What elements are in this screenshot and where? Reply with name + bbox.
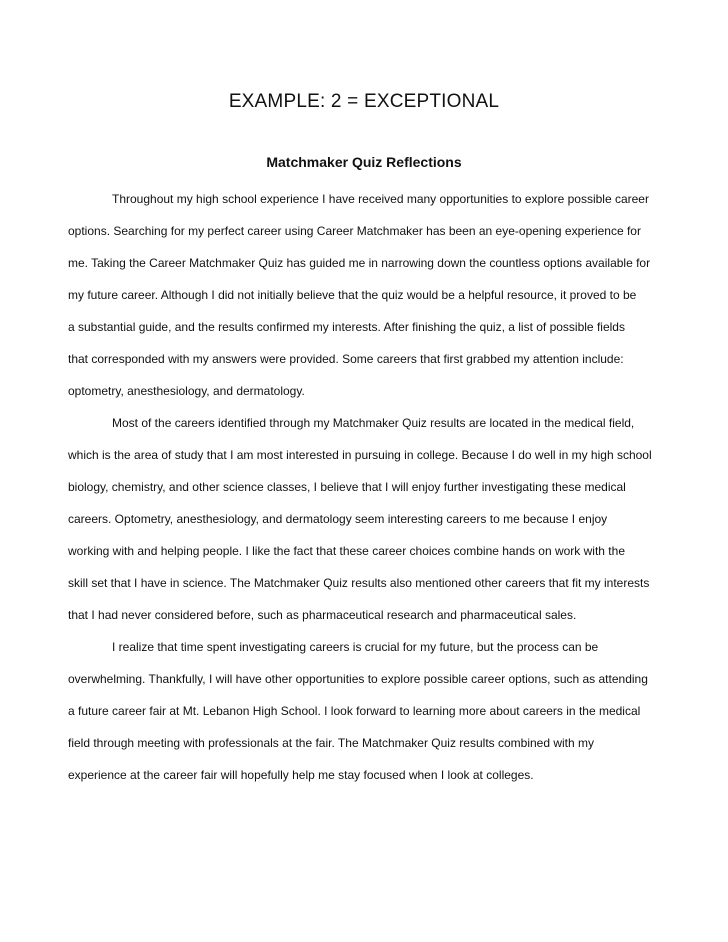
text-line: Most of the careers identified through my Matchmaker Quiz results are located in the medical field, — [112, 416, 635, 430]
text-line: a future career fair at Mt. Lebanon High School. I look forward to learning more about careers in the medical — [68, 704, 641, 718]
text-line: experience at the career fair will hopefully help me stay focused when I look at colleges. — [68, 768, 534, 782]
text-line: optometry, anesthesiology, and dermatology. — [68, 384, 305, 398]
text-line: working with and helping people. I like the fact that these career choices combine hands on work with the — [68, 544, 625, 558]
document-title: Matchmaker Quiz Reflections — [266, 154, 462, 170]
text-line: overwhelming. Thankfully, I will have other opportunities to explore possible career options, such as attending — [68, 672, 648, 686]
text-line: that corresponded with my answers were provided. Some careers that first grabbed my attention include: — [68, 352, 624, 366]
text-line: field through meeting with professionals at the fair. The Matchmaker Quiz results combined with my — [68, 736, 595, 750]
text-line: careers. Optometry, anesthesiology, and dermatology seem interesting careers to me because I enjoy — [68, 512, 608, 526]
text-line: that I had never considered before, such as pharmaceutical research and pharmaceutical sales. — [68, 608, 577, 622]
text-line: a substantial guide, and the results confirmed my interests. After finishing the quiz, a list of possible fields — [68, 320, 625, 334]
text-line: Throughout my high school experience I have received many opportunities to explore possible career — [112, 192, 649, 206]
text-line: biology, chemistry, and other science classes, I believe that I will enjoy further investigating these medical — [68, 480, 626, 494]
text-line: which is the area of study that I am most interested in pursuing in college. Because I do well in my high school — [68, 448, 652, 462]
text-line: options. Searching for my perfect career using Career Matchmaker has been an eye-opening experience for — [68, 224, 641, 238]
text-line: skill set that I have in science. The Matchmaker Quiz results also mentioned other careers that fit my interests — [68, 576, 650, 590]
text-line: my future career. Although I did not initially believe that the quiz would be a helpful resource, it proved to be — [68, 288, 637, 302]
page-header: EXAMPLE: 2 = EXCEPTIONAL — [228, 91, 500, 112]
text-line: me. Taking the Career Matchmaker Quiz has guided me in narrowing down the countless options available for — [68, 256, 651, 270]
text-line: I realize that time spent investigating careers is crucial for my future, but the process can be — [112, 640, 599, 654]
